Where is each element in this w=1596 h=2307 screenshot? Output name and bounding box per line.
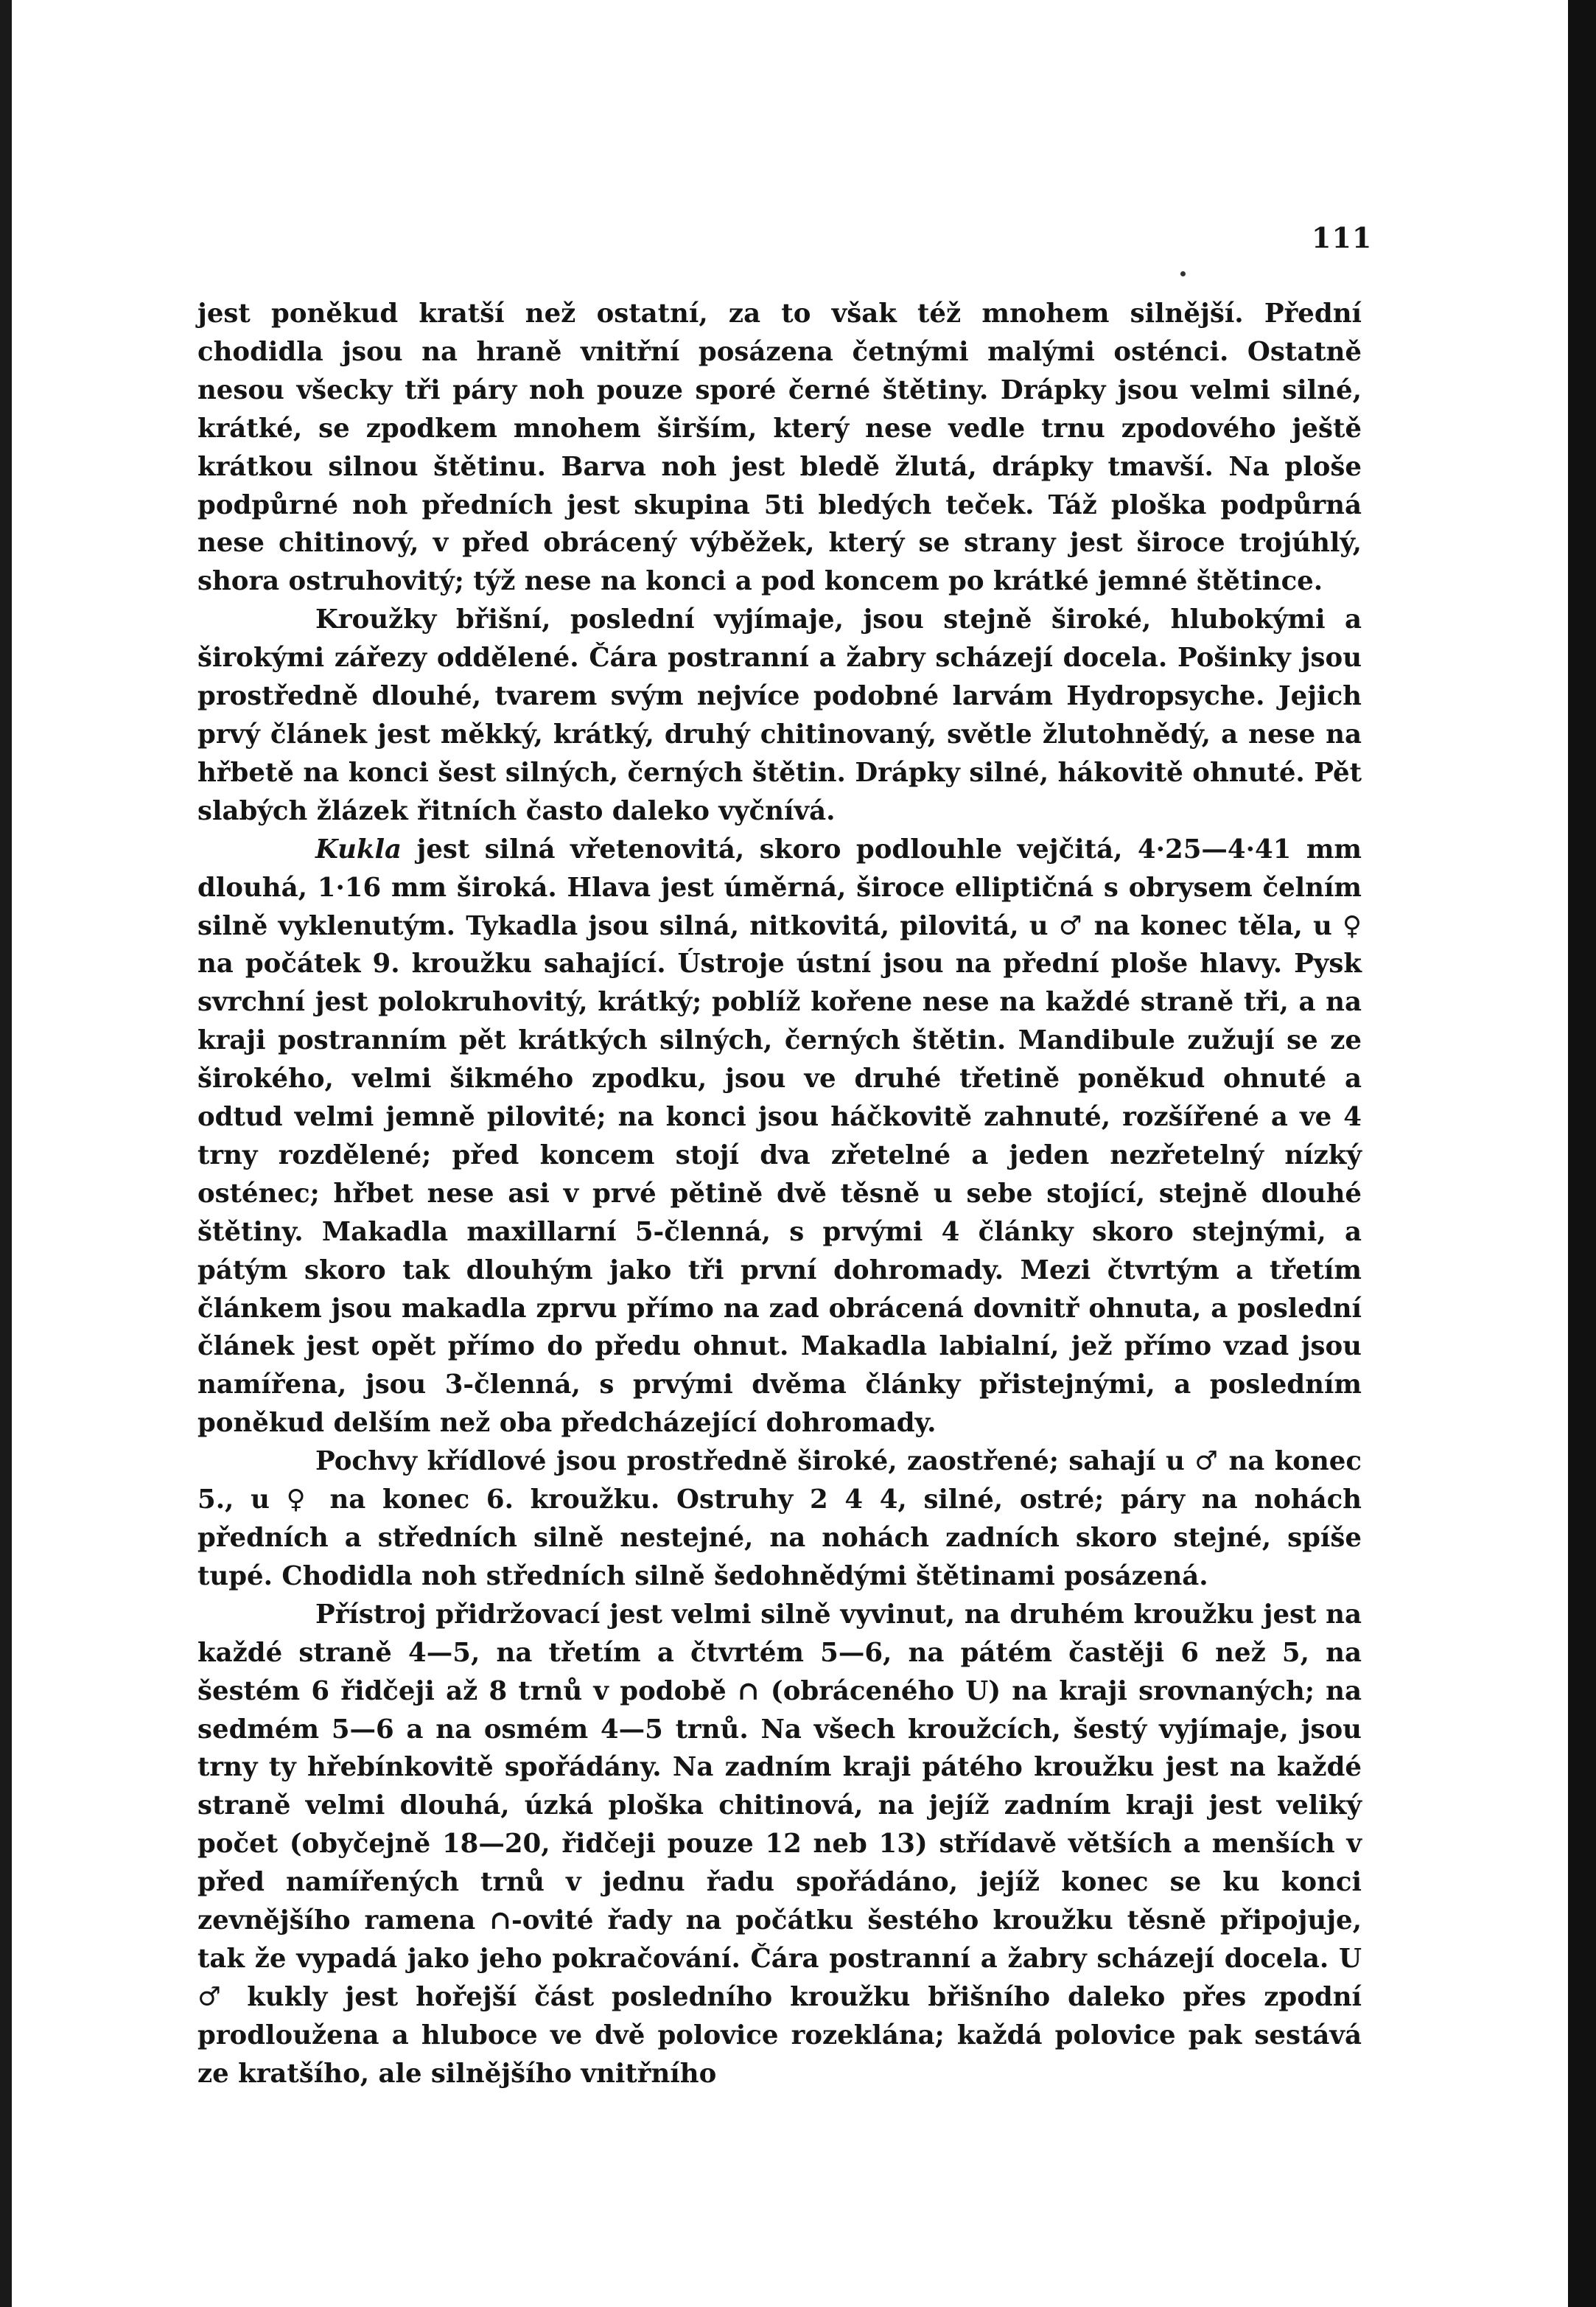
pupa-term: Kukla <box>315 834 402 865</box>
paragraph-pupa <box>197 831 1362 1443</box>
pupa-description: jest silná vřetenovitá, skoro podlouhle vejčitá, 4·25—4·41 mm dlouhá, 1·16 mm široká. Hlava jest úměrná, široce elliptičná s obrysem čelním silně vyklenutým. Tykadla jsou silná, nitkovitá, pilovitá, u ♂ na konec těla, u ♀ na počátek 9. kroužku sahající. Ústroje ústní jsou na přední ploše hlavy. Pysk svrchní jest polokruhovitý, krátký; poblíž kořene nese na každé straně tři, a na kraji postranním pět krátkých silných, černých štětin. Mandibule zužují se ze širokého, velmi šikmého zpodku, jsou ve druhé třetině poněkud ohnuté a odtud velmi jemně pilovité; na konci jsou háčkovitě zahnuté, rozšířené a ve 4 trny rozdělené; před koncem stojí dva zřetelné a jeden nezřetelný nízký osténec; hřbet nese asi v prvé pětině dvě těsně u sebe stojící, stejně dlouhé štětiny. Makadla maxillarní 5-členná, s prvými 4 články skoro stejnými, a pátým skoro tak dlouhým jako tři první dohromady. Mezi čtvrtým a třetím článkem jsou makadla zprvu přímo na zad obrácená dovnitř ohnuta, a poslední článek jest opět přímo do předu ohnut. Makadla labialní, jež přímo vzad jsou namířena, jsou 3-členná, s prvými dvěma články přistejnými, a posledním poněkud delším než oba předcházející dohromady. <box>197 834 1362 1439</box>
scan-border-left <box>0 0 12 2307</box>
paragraph-holding-apparatus: Přístroj přidržovací jest velmi silně vyvinut, na druhém kroužku jest na každé straně 4—5, na třetím a čtvrtém 5—6, na pátém častěji 6 než 5, na šestém 6 řidčeji až 8 trnů v podobě ∩ (obráceného U) na kraji srovnaných; na sedmém 5—6 a na osmém 4—5 trnů. Na všech kroužcích, šestý vyjímaje, jsou trny ty hřebínkovitě spořádány. Na zadním kraji pátého kroužku jest na každé straně velmi dlouhá, úzká ploška chitinová, na jejíž zadním kraji jest veliký počet (obyčejně 18—20, řidčeji pouze 12 neb 13) střídavě větších a menších v před namířených trnů v jednu řadu spořádáno, jejíž konec se ku konci zevnějšího ramena ∩-ovité řady na počátku šestého kroužku těsně připojuje, tak že vypadá jako jeho pokračování. Čára postranní a žabry scházejí docela. U ♂ kukly jest hořejší část posledního kroužku břišního daleko přes zpodní prodloužena a hluboce ve dvě polovice rozeklána; každá polovice pak sestává ze kratšího, ale silnějšího vnitřního <box>197 1599 1362 2089</box>
paragraph-wing-sheaths: Pochvy křídlové jsou prostředně široké, zaostřené; sahají u ♂ na konec 5., u ♀ na konec 6. kroužku. Ostruhy 2 4 4, silné, ostré; páry na nohách předních a středních silně nestejné, na nohách zadních skoro stejné, spíše tupé. Chodidla noh středních silně šedohnědými štětinami posázená. <box>197 1446 1362 1591</box>
body-text <box>197 295 1362 2093</box>
page-number: 111 <box>1312 221 1373 254</box>
scan-border-right <box>1568 0 1596 2307</box>
paragraph-legs: jest poněkud kratší než ostatní, za to však též mnohem silnější. Přední chodidla jsou na hraně vnitřní posázena četnými malými osténci. Ostatně nesou všecky tři páry noh pouze sporé černé štětiny. Drápky jsou velmi silné, krátké, se zpodkem mnohem širším, který nese vedle trnu zpodového ještě krátkou silnou štětinu. Barva noh jest bledě žlutá, drápky tmavší. Na ploše podpůrné noh předních jest skupina 5ti bledých teček. Táž ploška podpůrná nese chitinový, v před obrácený výběžek, který se strany jest široce trojúhlý, shora ostruhovitý; týž nese na konci a pod koncem po krátké jemné štětince. <box>197 299 1362 597</box>
paragraph-abdomen: Kroužky břišní, poslední vyjímaje, jsou stejně široké, hlubokými a širokými zářezy oddělené. Čára postranní a žabry scházejí docela. Pošinky jsou prostředně dlouhé, tvarem svým nejvíce podobné larvám Hydropsyche. Jejich prvý článek jest měkký, krátký, druhý chitinovaný, světle žlutohnědý, a nese na hřbetě na konci šest silných, černých štětin. Drápky silné, hákovitě ohnuté. Pět slabých žlázek řitních často daleko vyčnívá. <box>197 604 1362 826</box>
scan-speck <box>1180 271 1186 276</box>
